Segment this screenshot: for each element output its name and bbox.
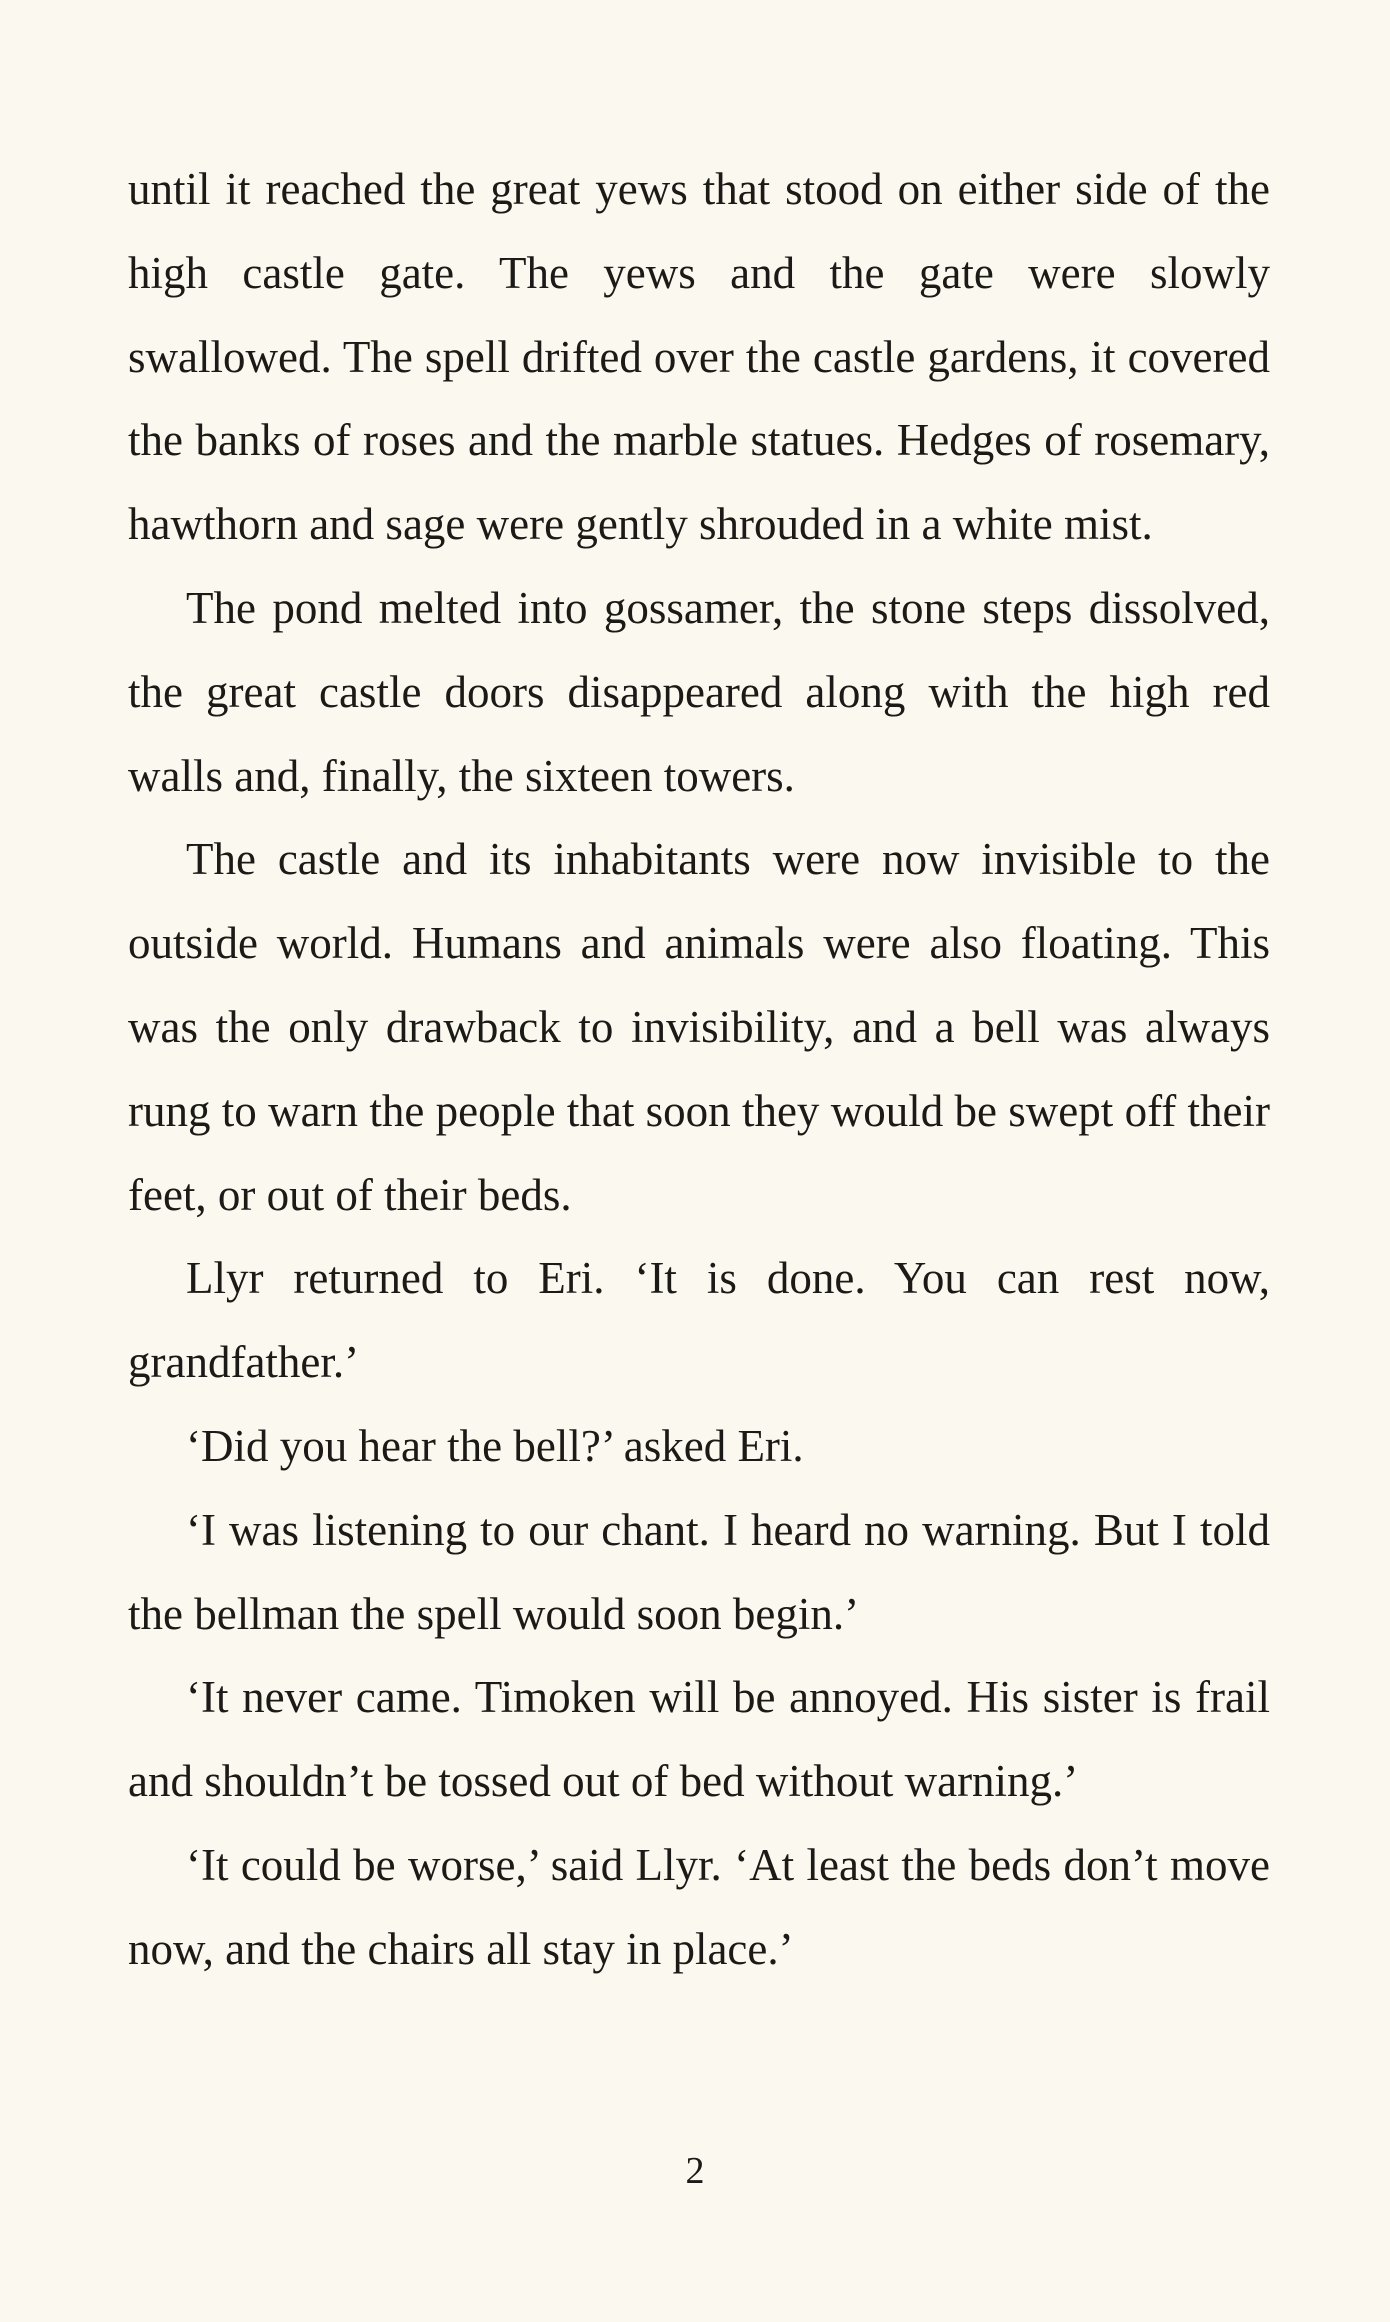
paragraph-could-be-worse: ‘It could be worse,’ said Llyr. ‘At least the beds don’t move now, and the chairs all stay in place.’ bbox=[128, 1839, 1270, 1974]
paragraph-pond: The pond melted into gossamer, the stone steps dissolved, the great castle doors disappeared along with the high red walls and, finally, the sixteen towers. bbox=[128, 582, 1270, 801]
page-number: 2 bbox=[685, 2150, 705, 2192]
page-body-text bbox=[128, 148, 1270, 1992]
paragraph-continuation: until it reached the great yews that stood on either side of the high castle gate. The yews and the gate were slowly swallowed. The spell drifted over the castle gardens, it covered the banks of roses and the marble statues. Hedges of rosemary, hawthorn and sage were gently shrouded in a white mist. bbox=[128, 164, 1270, 550]
paragraph-bell-question: ‘Did you hear the bell?’ asked Eri. bbox=[186, 1420, 804, 1471]
paragraph-invisible: The castle and its inhabitants were now invisible to the outside world. Humans and animals were also floating. This was the only drawback to invisibility, and a bell was always rung to warn the people that soon they would be swept off their feet, or out of their beds. bbox=[128, 834, 1270, 1220]
paragraph-chant: ‘I was listening to our chant. I heard no warning. But I told the bellman the spell would soon begin.’ bbox=[128, 1504, 1270, 1639]
paragraph-llyr-returned: Llyr returned to Eri. ‘It is done. You can rest now, grandfather.’ bbox=[128, 1253, 1270, 1388]
paragraph-timoken: ‘It never came. Timoken will be annoyed. His sister is frail and shouldn’t be tossed out of bed without warning.’ bbox=[128, 1672, 1270, 1807]
